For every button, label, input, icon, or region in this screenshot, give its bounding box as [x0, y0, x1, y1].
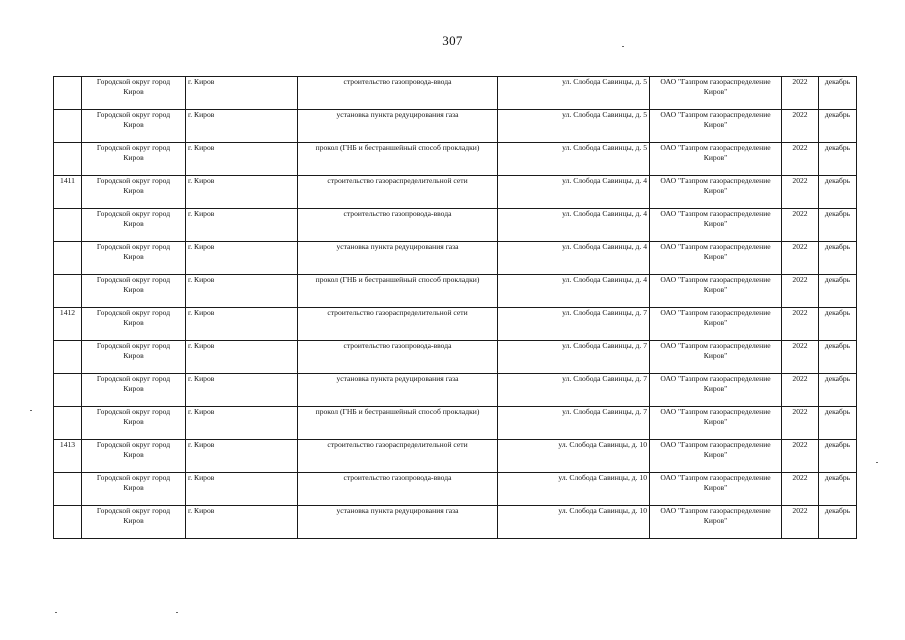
organization-line1: ОАО "Газпром газораспределение — [660, 506, 771, 515]
work-type: установка пункта редуцирования газа — [336, 242, 459, 251]
month: декабрь — [824, 275, 851, 284]
district-cell — [82, 473, 186, 506]
address: ул. Слобода Савинцы, д. 4 — [562, 176, 647, 185]
table-row — [54, 407, 857, 440]
month-cell — [819, 110, 857, 143]
address: ул. Слобода Савинцы, д. 4 — [562, 275, 647, 284]
address: ул. Слобода Савинцы, д. 7 — [562, 407, 647, 416]
district-line2: Киров — [123, 450, 144, 459]
month: декабрь — [824, 242, 851, 251]
table-row — [54, 341, 857, 374]
month-cell — [819, 341, 857, 374]
work-type: строительство газопровода-ввода — [343, 209, 452, 218]
page-number: 307 — [442, 33, 463, 48]
work-type: строительство газораспределительной сети — [327, 308, 468, 317]
city-cell — [186, 275, 298, 308]
row-number-cell — [54, 143, 82, 176]
address: ул. Слобода Савинцы, д. 5 — [562, 143, 647, 152]
district-line1: Городской округ город — [96, 77, 171, 86]
district-line1: Городской округ город — [96, 209, 171, 218]
work-type: строительство газораспределительной сети — [327, 440, 468, 449]
table-row — [54, 176, 857, 209]
city-cell — [186, 110, 298, 143]
district-line2: Киров — [123, 153, 144, 162]
year-cell — [782, 473, 819, 506]
district-line2: Киров — [123, 351, 144, 360]
address-cell — [498, 275, 650, 308]
month: декабрь — [824, 110, 851, 119]
address-cell — [498, 143, 650, 176]
address: ул. Слобода Савинцы, д. 10 — [558, 506, 647, 515]
city-cell — [186, 341, 298, 374]
address-cell — [498, 506, 650, 539]
month-cell — [819, 77, 857, 110]
table-row — [54, 77, 857, 110]
district-line1: Городской округ город — [96, 341, 171, 350]
organization-line1: ОАО "Газпром газораспределение — [660, 242, 771, 251]
city: г. Киров — [188, 275, 215, 284]
year-cell — [782, 275, 819, 308]
month-cell — [819, 242, 857, 275]
year-cell — [782, 308, 819, 341]
work-type-cell — [298, 440, 498, 473]
organization-cell — [650, 473, 782, 506]
row-number-cell — [54, 341, 82, 374]
year-cell — [782, 176, 819, 209]
city-cell — [186, 308, 298, 341]
table-body — [54, 77, 857, 539]
organization-line2: Киров" — [703, 318, 728, 327]
organization-cell — [650, 440, 782, 473]
year-cell — [782, 110, 819, 143]
organization-line2: Киров" — [703, 219, 728, 228]
district-cell — [82, 341, 186, 374]
district-cell — [82, 110, 186, 143]
table-row — [54, 143, 857, 176]
organization-line2: Киров" — [703, 516, 728, 525]
row-number-cell — [54, 473, 82, 506]
work-type-cell — [298, 242, 498, 275]
row-number-cell — [54, 308, 82, 341]
scan-speck — [876, 462, 878, 463]
row-number: 1411 — [60, 176, 75, 185]
address-cell — [498, 374, 650, 407]
district-line1: Городской округ город — [96, 440, 171, 449]
month: декабрь — [824, 308, 851, 317]
year: 2022 — [792, 308, 808, 317]
organization-line2: Киров" — [703, 384, 728, 393]
city: г. Киров — [188, 506, 215, 515]
district-line2: Киров — [123, 87, 144, 96]
work-type: установка пункта редуцирования газа — [336, 374, 459, 383]
year-cell — [782, 209, 819, 242]
work-type: строительство газопровода-ввода — [343, 473, 452, 482]
work-type: строительство газопровода-ввода — [343, 77, 452, 86]
address-cell — [498, 242, 650, 275]
month: декабрь — [824, 407, 851, 416]
organization-line1: ОАО "Газпром газораспределение — [660, 110, 771, 119]
address: ул. Слобода Савинцы, д. 4 — [562, 209, 647, 218]
district-cell — [82, 308, 186, 341]
year: 2022 — [792, 77, 808, 86]
year-cell — [782, 407, 819, 440]
month: декабрь — [824, 506, 851, 515]
month-cell — [819, 176, 857, 209]
month: декабрь — [824, 341, 851, 350]
district-line1: Городской округ город — [96, 176, 171, 185]
city-cell — [186, 209, 298, 242]
year: 2022 — [792, 110, 808, 119]
address-cell — [498, 407, 650, 440]
work-type: строительство газопровода-ввода — [343, 341, 452, 350]
year: 2022 — [792, 242, 808, 251]
district-line2: Киров — [123, 219, 144, 228]
city: г. Киров — [188, 440, 215, 449]
organization-cell — [650, 374, 782, 407]
month: декабрь — [824, 440, 851, 449]
work-type-cell — [298, 341, 498, 374]
city: г. Киров — [188, 374, 215, 383]
district-cell — [82, 275, 186, 308]
district-line1: Городской округ город — [96, 242, 171, 251]
district-line2: Киров — [123, 318, 144, 327]
table-row — [54, 110, 857, 143]
organization-cell — [650, 506, 782, 539]
row-number-cell — [54, 275, 82, 308]
organization-line2: Киров" — [703, 450, 728, 459]
address: ул. Слобода Савинцы, д. 4 — [562, 242, 647, 251]
year: 2022 — [792, 176, 808, 185]
address-cell — [498, 341, 650, 374]
month: декабрь — [824, 176, 851, 185]
organization-cell — [650, 242, 782, 275]
work-type: прокол (ГНБ и бестраншейный способ прокладки) — [315, 143, 480, 152]
district-line1: Городской округ город — [96, 308, 171, 317]
district-line1: Городской округ город — [96, 143, 171, 152]
city: г. Киров — [188, 209, 215, 218]
organization-line1: ОАО "Газпром газораспределение — [660, 143, 771, 152]
district-line2: Киров — [123, 120, 144, 129]
month-cell — [819, 275, 857, 308]
month: декабрь — [824, 209, 851, 218]
organization-line2: Киров" — [703, 252, 728, 261]
city-cell — [186, 440, 298, 473]
work-type-cell — [298, 506, 498, 539]
year: 2022 — [792, 143, 808, 152]
city-cell — [186, 506, 298, 539]
district-line2: Киров — [123, 186, 144, 195]
year-cell — [782, 242, 819, 275]
address: ул. Слобода Савинцы, д. 10 — [558, 473, 647, 482]
city-cell — [186, 242, 298, 275]
organization-line1: ОАО "Газпром газораспределение — [660, 440, 771, 449]
city-cell — [186, 176, 298, 209]
scan-speck — [176, 612, 178, 613]
city: г. Киров — [188, 242, 215, 251]
organization-cell — [650, 176, 782, 209]
organization-cell — [650, 110, 782, 143]
row-number-cell — [54, 407, 82, 440]
district-line1: Городской округ город — [96, 275, 171, 284]
month-cell — [819, 374, 857, 407]
scan-speck — [55, 612, 57, 613]
organization-line2: Киров" — [703, 186, 728, 195]
work-type-cell — [298, 308, 498, 341]
organization-cell — [650, 407, 782, 440]
organization-line1: ОАО "Газпром газораспределение — [660, 209, 771, 218]
work-type-cell — [298, 110, 498, 143]
year-cell — [782, 374, 819, 407]
organization-line1: ОАО "Газпром газораспределение — [660, 176, 771, 185]
city: г. Киров — [188, 308, 215, 317]
district-line2: Киров — [123, 285, 144, 294]
organization-line1: ОАО "Газпром газораспределение — [660, 341, 771, 350]
table-row — [54, 242, 857, 275]
organization-cell — [650, 209, 782, 242]
year: 2022 — [792, 440, 808, 449]
organization-cell — [650, 143, 782, 176]
year-cell — [782, 341, 819, 374]
row-number-cell — [54, 176, 82, 209]
work-type-cell — [298, 407, 498, 440]
row-number-cell — [54, 506, 82, 539]
row-number-cell — [54, 77, 82, 110]
table-row — [54, 506, 857, 539]
month-cell — [819, 440, 857, 473]
district-line1: Городской округ город — [96, 407, 171, 416]
organization-line2: Киров" — [703, 285, 728, 294]
table-row — [54, 473, 857, 506]
district-line2: Киров — [123, 483, 144, 492]
district-line1: Городской округ город — [96, 110, 171, 119]
year: 2022 — [792, 275, 808, 284]
organization-cell — [650, 77, 782, 110]
organization-line2: Киров" — [703, 120, 728, 129]
district-line2: Киров — [123, 252, 144, 261]
address: ул. Слобода Савинцы, д. 5 — [562, 77, 647, 86]
work-type-cell — [298, 473, 498, 506]
city-cell — [186, 473, 298, 506]
organization-line1: ОАО "Газпром газораспределение — [660, 308, 771, 317]
work-type: установка пункта редуцирования газа — [336, 110, 459, 119]
table-row — [54, 209, 857, 242]
organization-line1: ОАО "Газпром газораспределение — [660, 374, 771, 383]
district-cell — [82, 143, 186, 176]
work-type: строительство газораспределительной сети — [327, 176, 468, 185]
scan-speck — [622, 46, 624, 47]
month: декабрь — [824, 77, 851, 86]
city: г. Киров — [188, 341, 215, 350]
table-row — [54, 308, 857, 341]
work-type-cell — [298, 77, 498, 110]
month: декабрь — [824, 473, 851, 482]
address-cell — [498, 473, 650, 506]
organization-line1: ОАО "Газпром газораспределение — [660, 473, 771, 482]
organization-line2: Киров" — [703, 351, 728, 360]
organization-line2: Киров" — [703, 153, 728, 162]
address-cell — [498, 209, 650, 242]
row-number-cell — [54, 110, 82, 143]
city: г. Киров — [188, 110, 215, 119]
month-cell — [819, 308, 857, 341]
work-type-cell — [298, 176, 498, 209]
row-number: 1412 — [59, 308, 76, 317]
district-cell — [82, 176, 186, 209]
district-cell — [82, 242, 186, 275]
city: г. Киров — [188, 143, 215, 152]
organization-line2: Киров" — [703, 483, 728, 492]
address: ул. Слобода Савинцы, д. 7 — [562, 341, 647, 350]
table-row — [54, 275, 857, 308]
work-type-cell — [298, 209, 498, 242]
organization-line1: ОАО "Газпром газораспределение — [660, 275, 771, 284]
year: 2022 — [792, 407, 808, 416]
organization-line2: Киров" — [703, 417, 728, 426]
month-cell — [819, 506, 857, 539]
row-number-cell — [54, 209, 82, 242]
district-line2: Киров — [123, 384, 144, 393]
address-cell — [498, 77, 650, 110]
scan-speck — [30, 410, 32, 411]
district-cell — [82, 506, 186, 539]
month-cell — [819, 209, 857, 242]
month: декабрь — [824, 143, 851, 152]
district-line2: Киров — [123, 516, 144, 525]
year-cell — [782, 143, 819, 176]
row-number: 1413 — [59, 440, 76, 449]
organization-line2: Киров" — [703, 87, 728, 96]
work-type-cell — [298, 143, 498, 176]
district-cell — [82, 407, 186, 440]
city: г. Киров — [188, 77, 215, 86]
gas-works-table — [53, 76, 857, 539]
year-cell — [782, 506, 819, 539]
month: декабрь — [824, 374, 851, 383]
district-cell — [82, 77, 186, 110]
city: г. Киров — [188, 473, 215, 482]
address-cell — [498, 440, 650, 473]
organization-cell — [650, 341, 782, 374]
district-line1: Городской округ город — [96, 506, 171, 515]
district-line1: Городской округ город — [96, 473, 171, 482]
month-cell — [819, 407, 857, 440]
city: г. Киров — [188, 407, 215, 416]
district-cell — [82, 209, 186, 242]
row-number-cell — [54, 242, 82, 275]
organization-cell — [650, 275, 782, 308]
work-type: прокол (ГНБ и бестраншейный способ прокладки) — [315, 407, 480, 416]
organization-line1: ОАО "Газпром газораспределение — [660, 77, 771, 86]
organization-line1: ОАО "Газпром газораспределение — [660, 407, 771, 416]
row-number-cell — [54, 440, 82, 473]
work-type-cell — [298, 275, 498, 308]
year-cell — [782, 77, 819, 110]
district-cell — [82, 440, 186, 473]
address-cell — [498, 176, 650, 209]
address: ул. Слобода Савинцы, д. 7 — [562, 308, 647, 317]
year-cell — [782, 440, 819, 473]
district-cell — [82, 374, 186, 407]
year: 2022 — [792, 341, 808, 350]
row-number-cell — [54, 374, 82, 407]
city-cell — [186, 407, 298, 440]
district-line2: Киров — [123, 417, 144, 426]
city-cell — [186, 143, 298, 176]
table-row — [54, 440, 857, 473]
address: ул. Слобода Савинцы, д. 7 — [562, 374, 647, 383]
year: 2022 — [792, 473, 808, 482]
table-row — [54, 374, 857, 407]
year: 2022 — [792, 506, 808, 515]
organization-cell — [650, 308, 782, 341]
address-cell — [498, 308, 650, 341]
year: 2022 — [792, 374, 808, 383]
address: ул. Слобода Савинцы, д. 5 — [562, 110, 647, 119]
month-cell — [819, 143, 857, 176]
month-cell — [819, 473, 857, 506]
address-cell — [498, 110, 650, 143]
work-type: установка пункта редуцирования газа — [336, 506, 459, 515]
district-line1: Городской округ город — [96, 374, 171, 383]
work-type-cell — [298, 374, 498, 407]
address: ул. Слобода Савинцы, д. 10 — [558, 440, 647, 449]
city-cell — [186, 374, 298, 407]
city: г. Киров — [188, 176, 215, 185]
year: 2022 — [792, 209, 808, 218]
work-type: прокол (ГНБ и бестраншейный способ прокладки) — [315, 275, 480, 284]
city-cell — [186, 77, 298, 110]
